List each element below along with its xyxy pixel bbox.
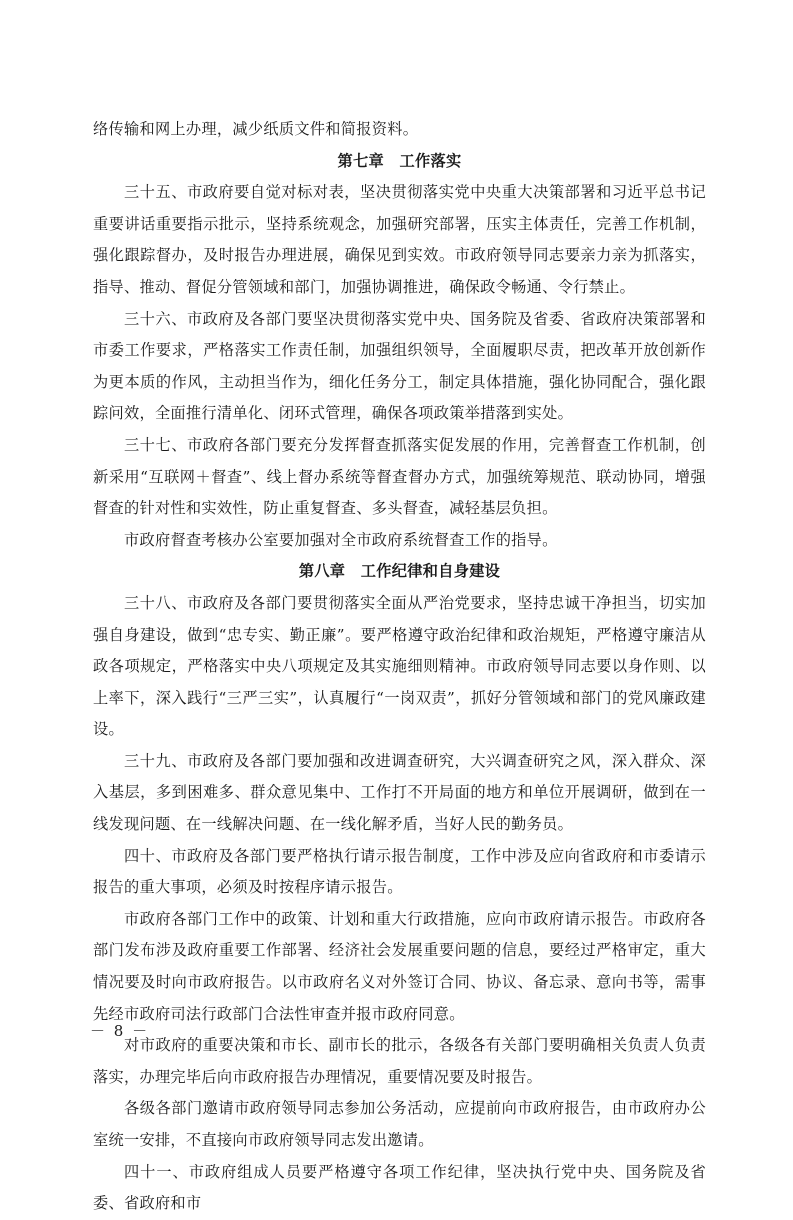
paragraph-38: 三十八、市政府及各部门要贯彻落实全面从严治党要求，坚持忠诚干净担当，切实加强自身建设，做到“忠专实、勤正廉”。要严格遵守政治纪律和政治规矩，严格遵守廉洁从政各项规定，严格落实中央八项规定及其实施细则精神。市政府领导同志要以身作则、以上率下，深入践行“三严三实”，认真履行“一岗双责”，抓好分管领域和部门的党风廉政建设。	[93, 593, 706, 739]
paragraph-continuation: 络传输和网上办理，减少纸质文件和简报资料。	[93, 120, 419, 138]
paragraph-37-supplement: 市政府督查考核办公室要加强对全市政府系统督查工作的指导。	[124, 530, 558, 549]
paragraph-41: 四十一、市政府组成人员要严格遵守各项工作纪律，坚决执行党中央、国务院及省委、省政府和市	[93, 1162, 706, 1213]
paragraph-35: 三十五、市政府要自觉对标对表，坚决贯彻落实党中央重大决策部署和习近平总书记重要讲话重要指示批示，坚持系统观念，加强研究部署，压实主体责任，完善工作机制，强化跟踪督办，及时报告办理进展，确保见到实效。市政府领导同志要亲力亲为抓落实，指导、推动、督促分管领域和部门，加强协调推进，确保政令畅通、令行禁止。	[93, 183, 706, 296]
paragraph-40-policies: 市政府各部门工作中的政策、计划和重大行政措施，应向市政府请示报告。市政府各部门发布涉及政府重要工作部署、经济社会发展重要问题的信息，要经过严格审定，重大情况要及时向市政府报告。以市政府名义对外签订合同、协议、备忘录、意向书等，需事先经市政府司法行政部门合法性审查并报市政府同意。	[93, 909, 706, 1023]
document-body	[93, 114, 706, 1220]
chapter-7-heading: 第七章 工作落实	[337, 151, 462, 170]
paragraph-40: 四十、市政府及各部门要严格执行请示报告制度，工作中涉及应向省政府和市委请示报告的重大事项，必须及时按程序请示报告。	[93, 846, 706, 897]
paragraph-40-instructions: 对市政府的重要决策和市长、副市长的批示，各级各有关部门要明确相关负责人负责落实，办理完毕后向市政府报告办理情况，重要情况要及时报告。	[93, 1036, 706, 1086]
paragraph-40-invitations: 各级各部门邀请市政府领导同志参加公务活动，应提前向市政府报告，由市政府办公室统一安排，不直接向市政府领导同志发出邀请。	[93, 1099, 706, 1149]
paragraph-37: 三十七、市政府各部门要充分发挥督查抓落实促发展的作用，完善督查工作机制，创新采用“互联网＋督查”、线上督办系统等督查督办方式，加强统筹规范、联动协同，增强督查的针对性和实效性，防止重复督查、多头督查，减轻基层负担。	[93, 435, 706, 518]
paragraph-36: 三十六、市政府及各部门要坚决贯彻落实党中央、国务院及省委、省政府决策部署和市委工作要求，严格落实工作责任制，加强组织领导，全面履职尽责，把改革开放创新作为更本质的作风，主动担当作为，细化任务分工，制定具体措施，强化协同配合，强化跟踪问效，全面推行清单化、闭环式管理，确保各项政策举措落到实处。	[93, 309, 706, 423]
page-number: － 8 －	[90, 1022, 150, 1040]
paragraph-39: 三十九、市政府及各部门要加强和改进调查研究，大兴调查研究之风，深入群众、深入基层，多到困难多、群众意见集中、工作打不开局面的地方和单位开展调研，做到在一线发现问题、在一线解决问题、在一线化解矛盾，当好人民的勤务员。	[93, 751, 706, 834]
chapter-8-heading: 第八章 工作纪律和自身建设	[298, 562, 501, 581]
